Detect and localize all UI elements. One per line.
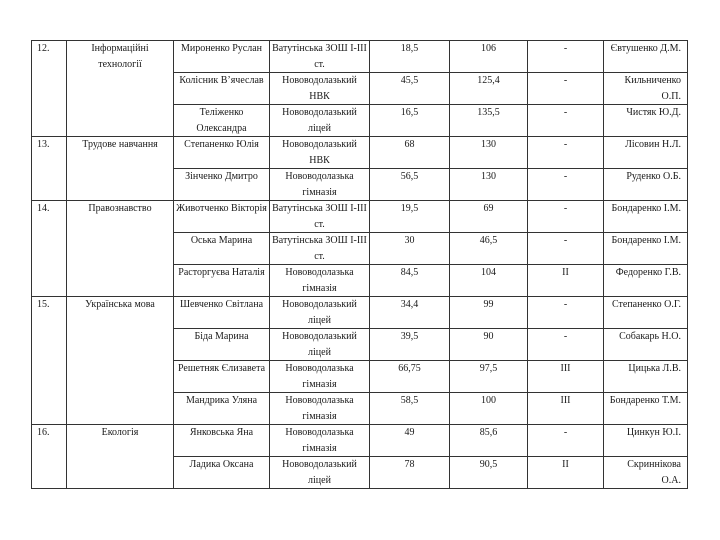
score-second-cell: 46,5: [450, 233, 528, 265]
score-first-cell: 39,5: [370, 329, 450, 361]
subject-cell: Українська мова: [67, 297, 174, 425]
results-table: [31, 40, 688, 489]
school-cell: Нововодолазька гімназія: [270, 361, 370, 393]
school-cell: Нововодолазька гімназія: [270, 393, 370, 425]
school-cell: Нововодолазький ліцей: [270, 457, 370, 489]
school-cell: Нововодолазький ліцей: [270, 297, 370, 329]
score-second-cell: 69: [450, 201, 528, 233]
place-cell: ІІІ: [528, 393, 604, 425]
school-cell: Нововодолазький ліцей: [270, 329, 370, 361]
teacher-cell: Степаненко О.Г.: [604, 297, 688, 329]
school-cell: Ватутінська ЗОШ І-ІІІ ст.: [270, 201, 370, 233]
teacher-cell: Цицька Л.В.: [604, 361, 688, 393]
score-second-cell: 135,5: [450, 105, 528, 137]
row-number: 12.: [32, 41, 67, 137]
school-cell: Нововодолазька гімназія: [270, 265, 370, 297]
place-cell: -: [528, 329, 604, 361]
student-name-cell: Теліженко Олександра: [174, 105, 270, 137]
place-cell: -: [528, 233, 604, 265]
row-number: 15.: [32, 297, 67, 425]
place-cell: -: [528, 105, 604, 137]
student-name-cell: Біда Марина: [174, 329, 270, 361]
school-cell: Нововодолазька гімназія: [270, 425, 370, 457]
score-first-cell: 68: [370, 137, 450, 169]
student-name-cell: Решетняк Єлизавета: [174, 361, 270, 393]
student-name-cell: Янковська Яна: [174, 425, 270, 457]
school-cell: Нововодолазький ліцей: [270, 105, 370, 137]
score-second-cell: 100: [450, 393, 528, 425]
school-cell: Ватутінська ЗОШ І-ІІІ ст.: [270, 41, 370, 73]
teacher-cell: Чистяк Ю.Д.: [604, 105, 688, 137]
teacher-cell: Бондаренко Т.М.: [604, 393, 688, 425]
place-cell: -: [528, 41, 604, 73]
row-number: 16.: [32, 425, 67, 489]
teacher-cell: Бондаренко І.М.: [604, 201, 688, 233]
student-name-cell: Животченко Вікторія: [174, 201, 270, 233]
table-row: [32, 41, 688, 73]
teacher-cell: Скриннікова О.А.: [604, 457, 688, 489]
teacher-cell: Лісовин Н.Л.: [604, 137, 688, 169]
score-second-cell: 106: [450, 41, 528, 73]
student-name-cell: Ладика Оксана: [174, 457, 270, 489]
teacher-cell: Руденко О.Б.: [604, 169, 688, 201]
school-cell: Нововодолазька гімназія: [270, 169, 370, 201]
row-number: 14.: [32, 201, 67, 297]
score-second-cell: 130: [450, 137, 528, 169]
teacher-cell: Євтушенко Д.М.: [604, 41, 688, 73]
table-body: [32, 41, 688, 489]
score-first-cell: 49: [370, 425, 450, 457]
student-name-cell: Зінченко Дмитро: [174, 169, 270, 201]
student-name-cell: Расторгуєва Наталія: [174, 265, 270, 297]
score-first-cell: 45,5: [370, 73, 450, 105]
score-second-cell: 90,5: [450, 457, 528, 489]
student-name-cell: Шевченко Світлана: [174, 297, 270, 329]
student-name-cell: Колісник В’ячеслав: [174, 73, 270, 105]
score-second-cell: 125,4: [450, 73, 528, 105]
place-cell: -: [528, 201, 604, 233]
score-first-cell: 34,4: [370, 297, 450, 329]
score-first-cell: 19,5: [370, 201, 450, 233]
score-second-cell: 104: [450, 265, 528, 297]
score-first-cell: 66,75: [370, 361, 450, 393]
place-cell: -: [528, 425, 604, 457]
score-first-cell: 58,5: [370, 393, 450, 425]
score-first-cell: 16,5: [370, 105, 450, 137]
student-name-cell: Оська Марина: [174, 233, 270, 265]
score-first-cell: 56,5: [370, 169, 450, 201]
teacher-cell: Цинкун Ю.І.: [604, 425, 688, 457]
score-first-cell: 30: [370, 233, 450, 265]
subject-cell: Трудове навчання: [67, 137, 174, 201]
score-first-cell: 78: [370, 457, 450, 489]
score-second-cell: 90: [450, 329, 528, 361]
school-cell: Ватутінська ЗОШ І-ІІІ ст.: [270, 233, 370, 265]
teacher-cell: Кильниченко О.П.: [604, 73, 688, 105]
score-second-cell: 99: [450, 297, 528, 329]
score-second-cell: 85,6: [450, 425, 528, 457]
table-row: [32, 297, 688, 329]
student-name-cell: Степаненко Юлія: [174, 137, 270, 169]
place-cell: -: [528, 169, 604, 201]
student-name-cell: Мандрика Уляна: [174, 393, 270, 425]
place-cell: -: [528, 297, 604, 329]
table-row: [32, 137, 688, 169]
school-cell: Нововодолазький НВК: [270, 137, 370, 169]
score-first-cell: 84,5: [370, 265, 450, 297]
subject-cell: Інформаційні технології: [67, 41, 174, 137]
subject-cell: Екологія: [67, 425, 174, 489]
place-cell: ІІ: [528, 457, 604, 489]
place-cell: ІІ: [528, 265, 604, 297]
student-name-cell: Мироненко Руслан: [174, 41, 270, 73]
score-second-cell: 97,5: [450, 361, 528, 393]
table-row: [32, 201, 688, 233]
place-cell: -: [528, 137, 604, 169]
row-number: 13.: [32, 137, 67, 201]
subject-cell: Правознавство: [67, 201, 174, 297]
score-second-cell: 130: [450, 169, 528, 201]
teacher-cell: Бондаренко І.М.: [604, 233, 688, 265]
school-cell: Нововодолазький НВК: [270, 73, 370, 105]
teacher-cell: Собакарь Н.О.: [604, 329, 688, 361]
place-cell: ІІІ: [528, 361, 604, 393]
teacher-cell: Федоренко Г.В.: [604, 265, 688, 297]
place-cell: -: [528, 73, 604, 105]
score-first-cell: 18,5: [370, 41, 450, 73]
table-row: [32, 425, 688, 457]
